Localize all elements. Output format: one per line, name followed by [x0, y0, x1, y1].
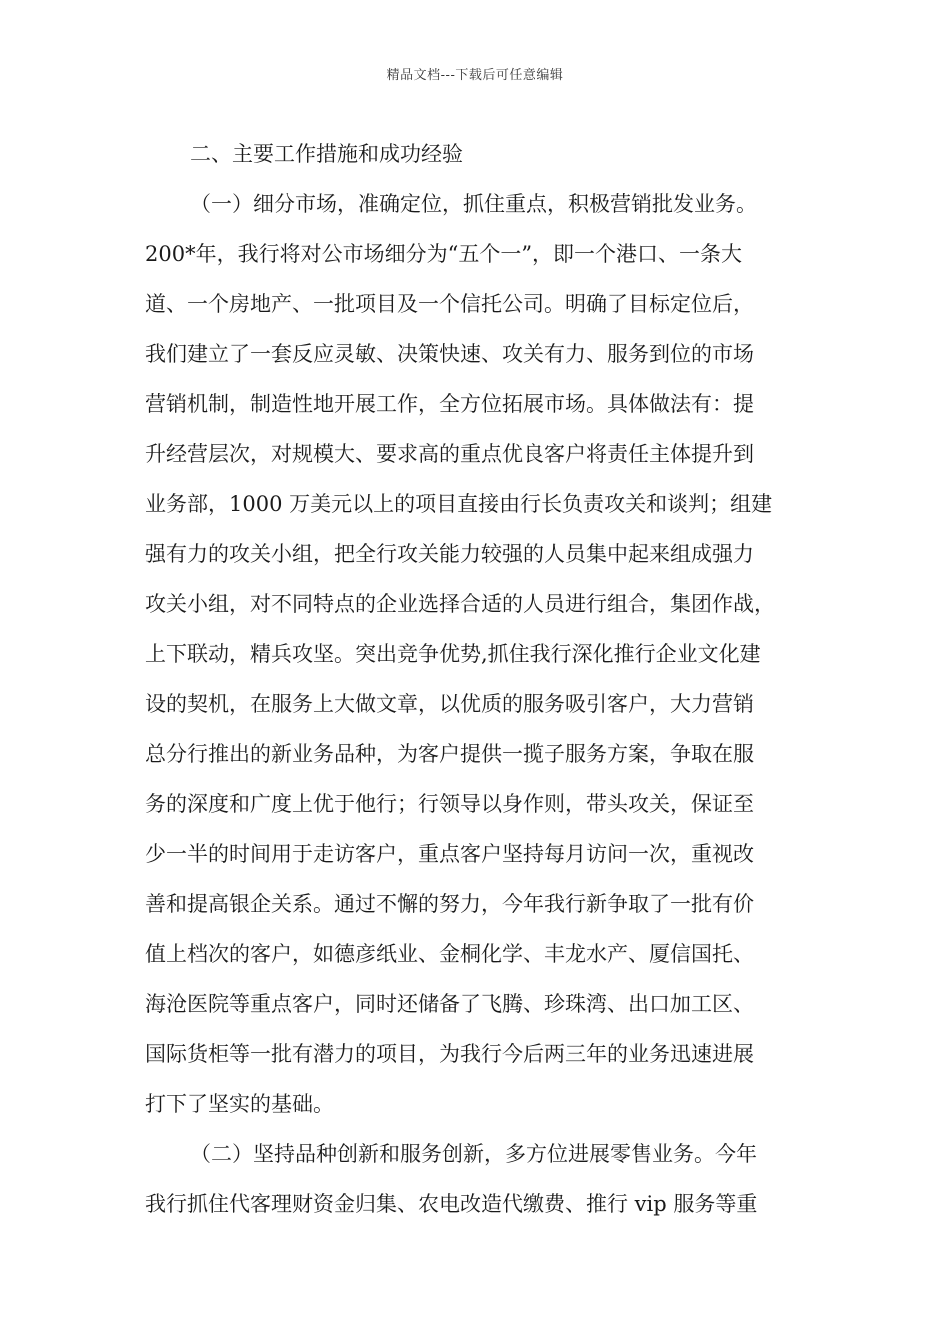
- paragraph-line: 务的深度和广度上优于他行；行领导以身作则，带头攻关，保证至: [145, 792, 754, 816]
- paragraph-line: 打下了坚实的基础。: [145, 1092, 334, 1116]
- paragraph-line: 少一半的时间用于走访客户，重点客户坚持每月访问一次，重视改: [145, 842, 754, 866]
- paragraph-line: 海沧医院等重点客户，同时还储备了飞腾、珍珠湾、出口加工区、: [145, 992, 754, 1016]
- paragraph-line: 上下联动，精兵攻坚。突出竞争优势,抓住我行深化推行企业文化建: [145, 642, 761, 666]
- paragraph-line: 业务部，1000 万美元以上的项目直接由行长负责攻关和谈判；组建: [145, 492, 773, 516]
- paragraph-line: 总分行推出的新业务品种，为客户提供一揽子服务方案，争取在服: [145, 742, 754, 766]
- subsection-heading-2: （二）坚持品种创新和服务创新，多方位进展零售业务。今年: [190, 1142, 757, 1166]
- paragraph-line: 攻关小组，对不同特点的企业选择合适的人员进行组合，集团作战，: [145, 592, 775, 616]
- paragraph-line: 我行抓住代客理财资金归集、农电改造代缴费、推行 vip 服务等重: [145, 1192, 758, 1216]
- paragraph-line: 强有力的攻关小组，把全行攻关能力较强的人员集中起来组成强力: [145, 542, 754, 566]
- paragraph-line: 我们建立了一套反应灵敏、决策快速、攻关有力、服务到位的市场: [145, 342, 754, 366]
- paragraph-line: 营销机制，制造性地开展工作，全方位拓展市场。具体做法有：提: [145, 392, 754, 416]
- paragraph-line: 国际货柜等一批有潜力的项目，为我行今后两三年的业务迅速进展: [145, 1042, 754, 1066]
- paragraph-line: 道、一个房地产、一批项目及一个信托公司。明确了目标定位后，: [145, 292, 754, 316]
- document-body: [145, 129, 825, 1229]
- paragraph-line: 200*年，我行将对公市场细分为“五个一”，即一个港口、一条大: [145, 242, 743, 266]
- paragraph-line: 设的契机，在服务上大做文章，以优质的服务吸引客户，大力营销: [145, 692, 754, 716]
- paragraph-line: 值上档次的客户，如德彦纸业、金桐化学、丰龙水产、厦信国托、: [145, 942, 754, 966]
- page-header: 精品文档---下载后可任意编辑: [386, 68, 564, 83]
- subsection-heading-1: （一）细分市场，准确定位，抓住重点，积极营销批发业务。: [190, 192, 757, 216]
- section-heading: 二、主要工作措施和成功经验: [190, 142, 463, 166]
- paragraph-line: 升经营层次，对规模大、要求高的重点优良客户将责任主体提升到: [145, 442, 754, 466]
- paragraph-line: 善和提高银企关系。通过不懈的努力，今年我行新争取了一批有价: [145, 892, 754, 916]
